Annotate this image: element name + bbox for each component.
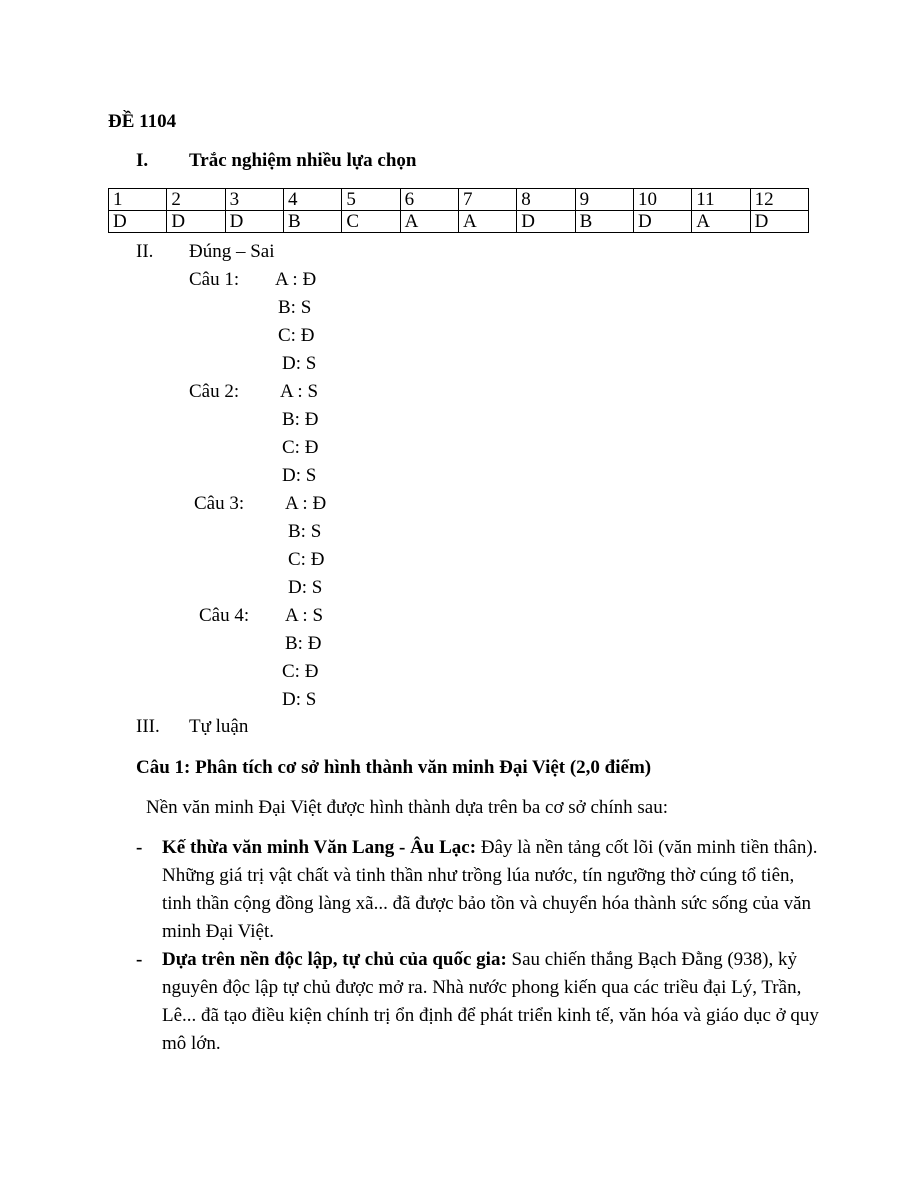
tf-question-label: Câu 4: [199,605,250,626]
tf-answer: A : S [285,605,324,626]
question-number-cell: 11 [692,189,750,211]
section-1-number: I. [136,150,149,171]
tf-answer: D: S [282,689,317,710]
exam-code: ĐỀ 1104 [108,111,177,132]
tf-answer: B: S [288,521,322,542]
section-3-title: Tự luận [189,716,249,737]
answer-cell: D [167,211,225,233]
table-row [109,189,809,211]
question-number-cell: 9 [575,189,633,211]
tf-answer: C: Đ [282,437,319,458]
tf-answer: B: S [278,297,312,318]
answer-cell: C [342,211,400,233]
answer-cell: A [400,211,458,233]
tf-answer: A : S [280,381,319,402]
answer-cell: D [633,211,691,233]
answer-cell: B [283,211,341,233]
section-2-title: Đúng – Sai [189,241,275,262]
essay-point-text: Sau chiến thắng Bạch Đằng (938), kỷ nguyên độc lập tự chủ được mở ra. Nhà nước phong kiến qua các triều đại Lý, Trần, Lê... đã tạo điều kiện chính trị ổn định để phát triển kinh tế, văn hóa và giáo dục ở quy mô lớn. [162,949,819,1054]
question-number-cell: 5 [342,189,400,211]
mcq-answer-table [108,188,809,233]
answer-cell: D [225,211,283,233]
section-1-title: Trắc nghiệm nhiều lựa chọn [189,150,417,171]
essay-point-heading: Kế thừa văn minh Văn Lang - Âu Lạc: [162,837,477,858]
answer-cell: A [692,211,750,233]
tf-question-label: Câu 3: [194,493,245,514]
tf-answer: A : Đ [275,269,317,290]
essay-point [162,946,822,1058]
section-3-number: III. [136,716,160,737]
question-number-cell: 10 [633,189,691,211]
bullet-dash: - [136,837,143,858]
tf-answer: A : Đ [285,493,327,514]
question-number-cell: 12 [750,189,808,211]
question-number-cell: 7 [458,189,516,211]
answer-cell: D [750,211,808,233]
tf-answer: D: S [282,465,317,486]
question-number-cell: 3 [225,189,283,211]
question-number-cell: 1 [109,189,167,211]
answer-cell: D [109,211,167,233]
question-number-cell: 4 [283,189,341,211]
essay-point-text: Đây là nền tảng cốt lõi (văn minh tiền thân). Những giá trị vật chất và tinh thần như trồng lúa nước, tín ngưỡng thờ cúng tổ tiên, tinh thần cộng đồng làng xã... đã được bảo tồn và chuyển hóa thành sức sống của văn minh Đại Việt. [162,837,818,942]
tf-answer: B: Đ [282,409,319,430]
essay-question-title: Câu 1: Phân tích cơ sở hình thành văn minh Đại Việt (2,0 điểm) [136,757,652,778]
question-number-cell: 8 [517,189,575,211]
tf-answer: D: S [288,577,323,598]
tf-answer: C: Đ [282,661,319,682]
tf-question-label: Câu 1: [189,269,240,290]
tf-answer: D: S [282,353,317,374]
tf-question-label: Câu 2: [189,381,240,402]
answer-cell: D [517,211,575,233]
bullet-dash: - [136,949,143,970]
answer-cell: A [458,211,516,233]
essay-point-heading: Dựa trên nền độc lập, tự chủ của quốc gia: [162,949,507,970]
essay-intro: Nền văn minh Đại Việt được hình thành dựa trên ba cơ sở chính sau: [146,797,669,818]
section-2-number: II. [136,241,154,262]
tf-answer: C: Đ [278,325,315,346]
answer-cell: B [575,211,633,233]
tf-answer: B: Đ [285,633,322,654]
question-number-cell: 2 [167,189,225,211]
table-row [109,211,809,233]
tf-answer: C: Đ [288,549,325,570]
question-number-cell: 6 [400,189,458,211]
essay-point [162,834,822,946]
